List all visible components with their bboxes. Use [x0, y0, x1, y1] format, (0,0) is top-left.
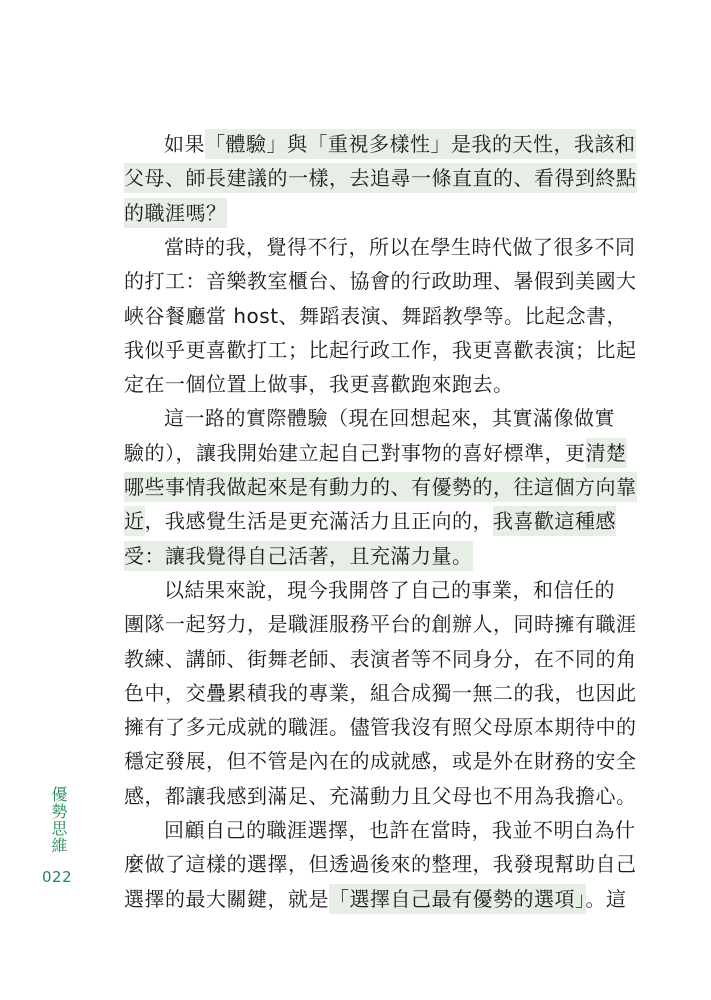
text-line: [164, 231, 636, 264]
text-run: 定在一個位置上做事，我更喜歡跑來跑去。: [124, 372, 514, 397]
page-number: 022: [42, 868, 73, 886]
text-run: 穩定發展，但不管是內在的成就感，或是外在財務的安全: [124, 749, 637, 774]
text-line: [124, 608, 637, 641]
text-run: 感，都讓我感到滿足、充滿動力且父母也不用為我擔心。: [124, 783, 637, 808]
highlighted-text: 父母、師長建議的一樣，去追尋一條直直的、看得到終點: [124, 163, 637, 193]
text-run: 這一路的實際體驗（現在回想起來，其實滿像做實: [164, 406, 615, 431]
text-run: ，我感覺生活是更充滿活力且正向的，: [144, 509, 493, 534]
text-line: [124, 437, 627, 470]
text-run: 團隊一起努力，是職涯服務平台的創辦人，同時擁有職涯: [124, 612, 637, 637]
text-line: [164, 814, 636, 847]
highlighted-text: 清楚: [586, 438, 627, 468]
text-line: [124, 745, 637, 778]
text-run: 擁有了多元成就的職涯。儘管我沒有照父母原本期待中的: [124, 715, 637, 740]
text-run: 驗的），讓我開始建立起自己對事物的喜好標準，更: [124, 440, 586, 465]
text-run: 如果: [164, 132, 205, 156]
text-run: 選擇的最大關鍵，就是: [124, 886, 329, 911]
text-run: 。這: [585, 886, 627, 911]
text-line: [164, 128, 636, 161]
text-line: [124, 643, 637, 676]
text-run: 當時的我，覺得不行，所以在學生時代做了很多不同: [164, 234, 636, 259]
highlighted-text: 「體驗」與「重視多樣性」是我的天性，我該和: [205, 129, 636, 159]
text-line: [124, 471, 637, 504]
text-run: 回顧自己的職涯選擇，也許在當時，我並不明白為什: [164, 818, 636, 842]
running-head-book-title: 優勢思維: [49, 786, 68, 854]
text-run: 峽谷餐廳當 host、舞蹈表演、舞蹈教學等。比起念書，: [124, 303, 628, 328]
highlighted-text: 近: [124, 506, 145, 536]
highlighted-text: 「選擇自己最有優勢的選項」: [329, 884, 586, 914]
text-line: [124, 300, 628, 333]
highlighted-text: 我喜歡這種感: [493, 506, 616, 536]
text-line: [124, 677, 637, 710]
text-line: [124, 368, 599, 401]
text-run: 色中，交疊累積我的專業，組合成獨一無二的我，也因此: [124, 680, 637, 705]
text-run: 的打工：音樂教室櫃台、協會的行政助理、暑假到美國大: [124, 269, 637, 294]
text-line: [124, 711, 637, 744]
text-line: [124, 162, 637, 195]
text-line: [124, 883, 627, 916]
text-line: [124, 334, 637, 367]
text-run: 我似乎更喜歡打工；比起行政工作，我更喜歡表演；比起: [124, 337, 637, 362]
text-line: [124, 505, 616, 538]
text-line: [164, 574, 615, 607]
text-line: [124, 780, 637, 813]
highlighted-text: 哪些事情我做起來是有動力的、有優勢的，往這個方向靠: [124, 472, 637, 502]
highlighted-text: 的職涯嗎？: [124, 198, 227, 228]
text-run: 麼做了這樣的選擇，但透過後來的整理，我發現幫助自己: [124, 852, 637, 877]
text-line: [164, 402, 615, 435]
text-line: [124, 540, 599, 573]
text-run: 以結果來說，現今我開啓了自己的事業，和信任的: [164, 577, 615, 602]
text-line: [124, 848, 637, 881]
text-line: [124, 265, 637, 298]
highlighted-text: 受：讓我覺得自己活著，且充滿力量。: [124, 541, 473, 571]
text-line: [124, 197, 599, 230]
text-run: 教練、講師、街舞老師、表演者等不同身分，在不同的角: [124, 646, 637, 671]
